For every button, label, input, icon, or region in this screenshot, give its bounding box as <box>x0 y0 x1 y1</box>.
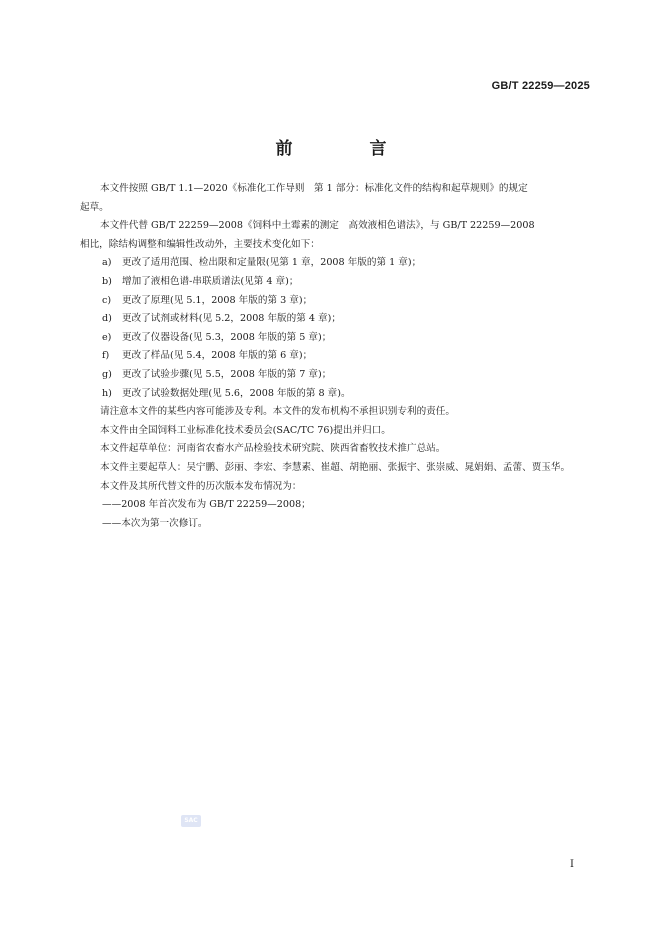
document-code: GB/T 22259—2025 <box>491 80 590 92</box>
paragraph-line: 本文件按照 GB/T 1.1—2020《标准化工作导则 第 1 部分：标准化文件的结构和起草规则》的规定 <box>100 183 528 194</box>
list-item-text: 增加了液相色谱-串联质谱法(见第 4 章)； <box>122 275 299 287</box>
list-item <box>80 366 592 385</box>
list-item-text: 更改了试剂或材料(见 5.2，2008 年版的第 4 章)； <box>122 313 341 325</box>
list-marker: f) <box>102 350 110 362</box>
paragraph-replacement <box>80 217 592 254</box>
drafting-units: 本文件起草单位：河南省农畜水产品检验技术研究院、陕西省畜牧技术推广总站。 <box>100 443 446 455</box>
list-marker: g) <box>102 368 112 380</box>
paragraph-line: 相比，除结构调整和编辑性改动外，主要技术变化如下： <box>80 238 320 250</box>
paragraph-line: 起草。 <box>80 201 109 213</box>
list-item-text: 更改了样品(见 5.4，2008 年版的第 6 章)； <box>122 350 313 362</box>
foreword-body <box>80 180 592 533</box>
list-marker: b) <box>102 275 112 287</box>
main-drafters: 本文件主要起草人：吴宁鹏、彭丽、李宏、李慧素、崔超、胡艳丽、张振宇、张崇威、晁娟娟、孟蕾、贾玉华。 <box>100 461 571 473</box>
list-item-text: 更改了适用范围、检出限和定量限(见第 1 章，2008 年版的第 1 章)； <box>122 257 422 269</box>
list-marker: a) <box>102 257 112 269</box>
list-item <box>80 254 592 273</box>
list-item <box>80 273 592 292</box>
list-item <box>80 347 592 366</box>
page-title: 前 言 <box>275 139 417 159</box>
list-item-text: 更改了试验步骤(见 5.5，2008 年版的第 7 章)； <box>122 368 332 380</box>
history-intro: 本文件及其所代替文件的历次版本发布情况为： <box>100 480 302 492</box>
list-item <box>80 385 592 404</box>
proposed-by: 本文件由全国饲料工业标准化技术委员会(SAC/TC 76)提出并归口。 <box>100 424 391 436</box>
list-marker: h) <box>102 387 112 399</box>
paragraph-drafting-basis <box>80 180 592 217</box>
patent-notice: 请注意本文件的某些内容可能涉及专利。本文件的发布机构不承担识别专利的责任。 <box>100 406 455 418</box>
list-item <box>80 329 592 348</box>
list-marker: d) <box>102 313 112 325</box>
page-number: I <box>570 859 574 870</box>
history-item: ——2008 年首次发布为 GB/T 22259—2008； <box>102 499 311 511</box>
list-item-text: 更改了仪器设备(见 5.3，2008 年版的第 5 章)； <box>122 331 332 343</box>
list-item-text: 更改了试验数据处理(见 5.6，2008 年版的第 8 章)。 <box>122 387 351 399</box>
list-marker: c) <box>102 294 112 306</box>
list-marker: e) <box>102 331 112 343</box>
sac-watermark-logo: SAC <box>181 815 201 827</box>
history-item: ——本次为第一次修订。 <box>102 517 208 529</box>
list-item <box>80 310 592 329</box>
paragraph-line: 本文件代替 GB/T 22259—2008《饲料中土霉素的测定 高效液相色谱法》，与 GB/T 22259—2008 <box>100 220 535 232</box>
list-item-text: 更改了原理(见 5.1，2008 年版的第 3 章)； <box>122 294 313 306</box>
list-item <box>80 292 592 311</box>
